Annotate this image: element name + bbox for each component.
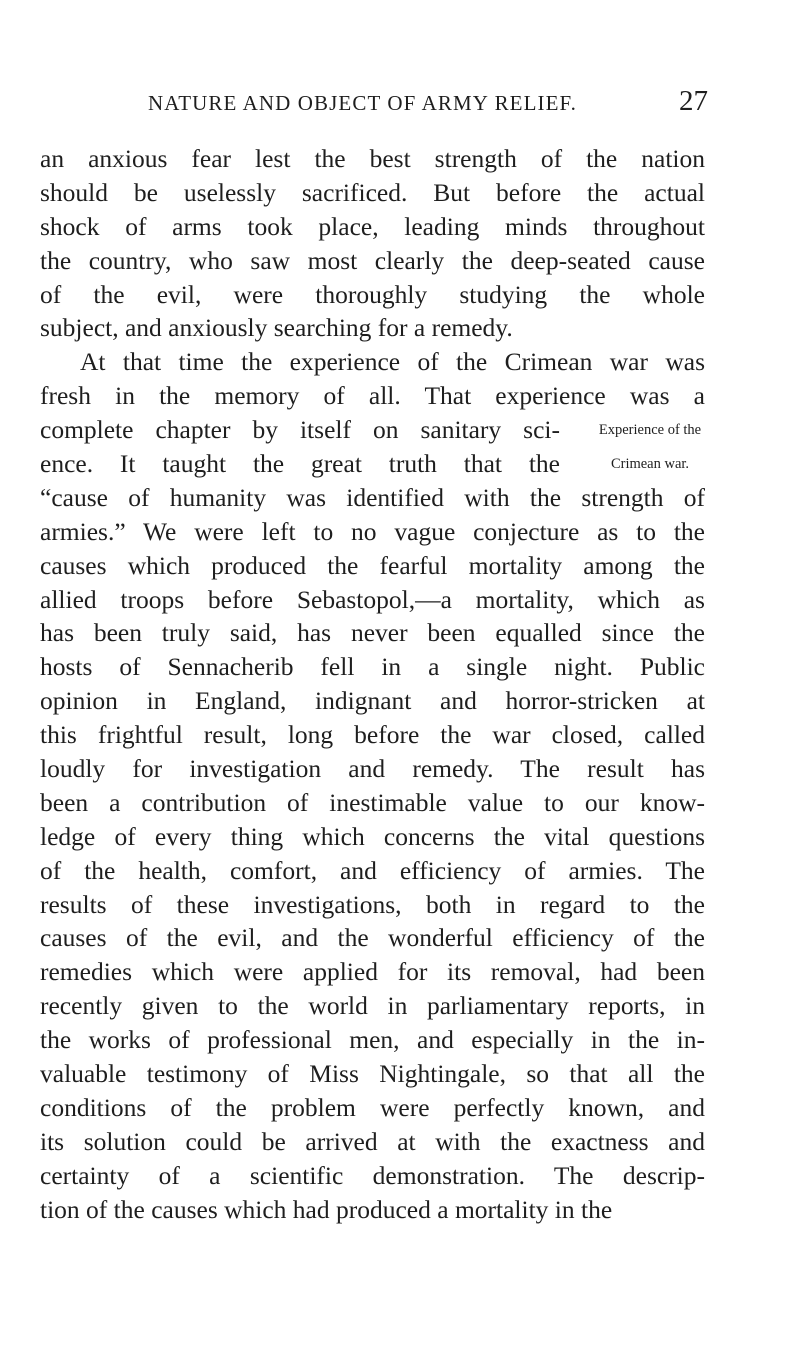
text-line: the country, who saw most clearly the deep-seated cause bbox=[40, 245, 705, 275]
text-line: ledge of every thing which concerns the vital questions bbox=[40, 821, 705, 851]
text-line: conditions of the problem were perfectly known, and bbox=[40, 1092, 705, 1122]
text-line: opinion in England, indignant and horror-stricken at bbox=[40, 686, 705, 716]
text-line: has been truly said, has never been equalled since the bbox=[40, 618, 705, 648]
text-line: “cause of humanity was identified with the strength of bbox=[40, 482, 705, 512]
text-line: complete chapter by itself on sanitary sci- bbox=[40, 415, 560, 445]
margin-note bbox=[570, 413, 730, 481]
text-line: loudly for investigation and remedy. The result has bbox=[40, 754, 705, 784]
text-line: its solution could be arrived at with the exactness and bbox=[40, 1126, 705, 1156]
text-line: fresh in the memory of all. That experience was a bbox=[40, 381, 705, 411]
text-line: allied troops before Sebastopol,—a mortality, which as bbox=[40, 584, 705, 614]
margin-note-line: Experience of the bbox=[598, 422, 702, 438]
text-line: hosts of Sennacherib fell in a single night. Public bbox=[40, 652, 705, 682]
running-head bbox=[148, 85, 708, 125]
text-line: the works of professional men, and especially in the in- bbox=[40, 1025, 705, 1055]
running-title: NATURE AND OBJECT OF ARMY RELIEF. bbox=[148, 91, 577, 115]
text-line: ence. It taught the great truth that the bbox=[40, 449, 560, 479]
page-number: 27 bbox=[679, 85, 708, 117]
text-line: an anxious fear lest the best strength of the nation bbox=[40, 144, 705, 173]
text-line: causes of the evil, and the wonderful efficiency of the bbox=[40, 923, 705, 953]
text-line: recently given to the world in parliamentary reports, in bbox=[40, 991, 705, 1021]
text-line: At that time the experience of the Crimean war was bbox=[80, 347, 705, 377]
text-line: results of these investigations, both in regard to the bbox=[40, 889, 705, 919]
text-line: should be uselessly sacrificed. But before the actual bbox=[40, 177, 705, 207]
text-line: remedies which were applied for its removal, had been bbox=[40, 957, 705, 987]
text-line: of the evil, were thoroughly studying the whole bbox=[40, 279, 705, 309]
text-line: this frightful result, long before the war closed, called bbox=[40, 720, 705, 750]
text-line: causes which produced the fearful mortality among the bbox=[40, 550, 705, 580]
margin-note-line: Crimean war. bbox=[610, 456, 690, 472]
text-line: tion of the causes which had produced a mortality in the bbox=[40, 1194, 613, 1224]
text-line: of the health, comfort, and efficiency of armies. The bbox=[40, 855, 705, 885]
text-line: armies.” We were left to no vague conjecture as to the bbox=[40, 516, 705, 546]
text-line: subject, and anxiously searching for a remedy. bbox=[40, 313, 513, 343]
text-line: been a contribution of inestimable value to our know- bbox=[40, 787, 705, 817]
text-line: shock of arms took place, leading minds throughout bbox=[40, 211, 705, 241]
text-line: valuable testimony of Miss Nightingale, so that all the bbox=[40, 1059, 705, 1089]
text-line: certainty of a scientific demonstration. The descrip- bbox=[40, 1160, 705, 1190]
body-text bbox=[40, 142, 705, 1227]
